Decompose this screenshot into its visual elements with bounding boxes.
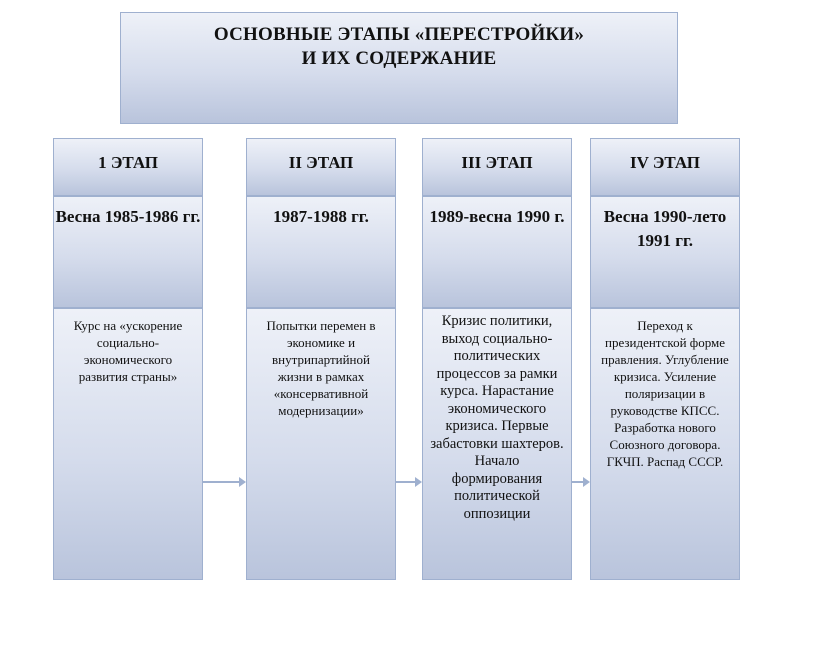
- arrow-3-to-4: [572, 481, 588, 483]
- stage-4-description: Переход к президентской форме правления. Углубление кризиса. Усиление поляризации в руководстве КПСС. Разработка нового Союзного договора. ГКЧП. Распад СССР.: [590, 308, 740, 580]
- stage-column-1: [53, 138, 203, 580]
- stage-2-period: 1987-1988 гг.: [246, 196, 396, 308]
- diagram-title-box: [120, 12, 678, 124]
- title-line-1: ОСНОВНЫЕ ЭТАПЫ «ПЕРЕСТРОЙКИ»: [213, 24, 585, 45]
- stage-1-header: 1 ЭТАП: [53, 138, 203, 196]
- stage-2-description: Попытки перемен в экономике и внутрипартийной жизни в рамках «консервативной модернизации»: [246, 308, 396, 580]
- title-line-2: И ИХ СОДЕРЖАНИЕ: [301, 48, 497, 69]
- stage-2-header: II ЭТАП: [246, 138, 396, 196]
- stage-1-description: Курс на «ускорение социально-экономического развития страны»: [53, 308, 203, 580]
- stage-1-period: Весна 1985-1986 гг.: [53, 196, 203, 308]
- stage-3-period: 1989-весна 1990 г.: [422, 196, 572, 308]
- arrow-1-to-2: [203, 481, 244, 483]
- stage-3-description: Кризис политики, выход социально-политических процессов за рамки курса. Нарастание экономического кризиса. Первые забастовки шахтеров. Начало формирования политической оппозиции: [422, 308, 572, 580]
- stage-column-3: [422, 138, 572, 580]
- arrow-2-to-3: [396, 481, 420, 483]
- stage-column-2: [246, 138, 396, 580]
- stage-4-period: Весна 1990-лето 1991 гг.: [590, 196, 740, 308]
- stage-4-header: IV ЭТАП: [590, 138, 740, 196]
- stage-3-header: III ЭТАП: [422, 138, 572, 196]
- stage-column-4: [590, 138, 740, 580]
